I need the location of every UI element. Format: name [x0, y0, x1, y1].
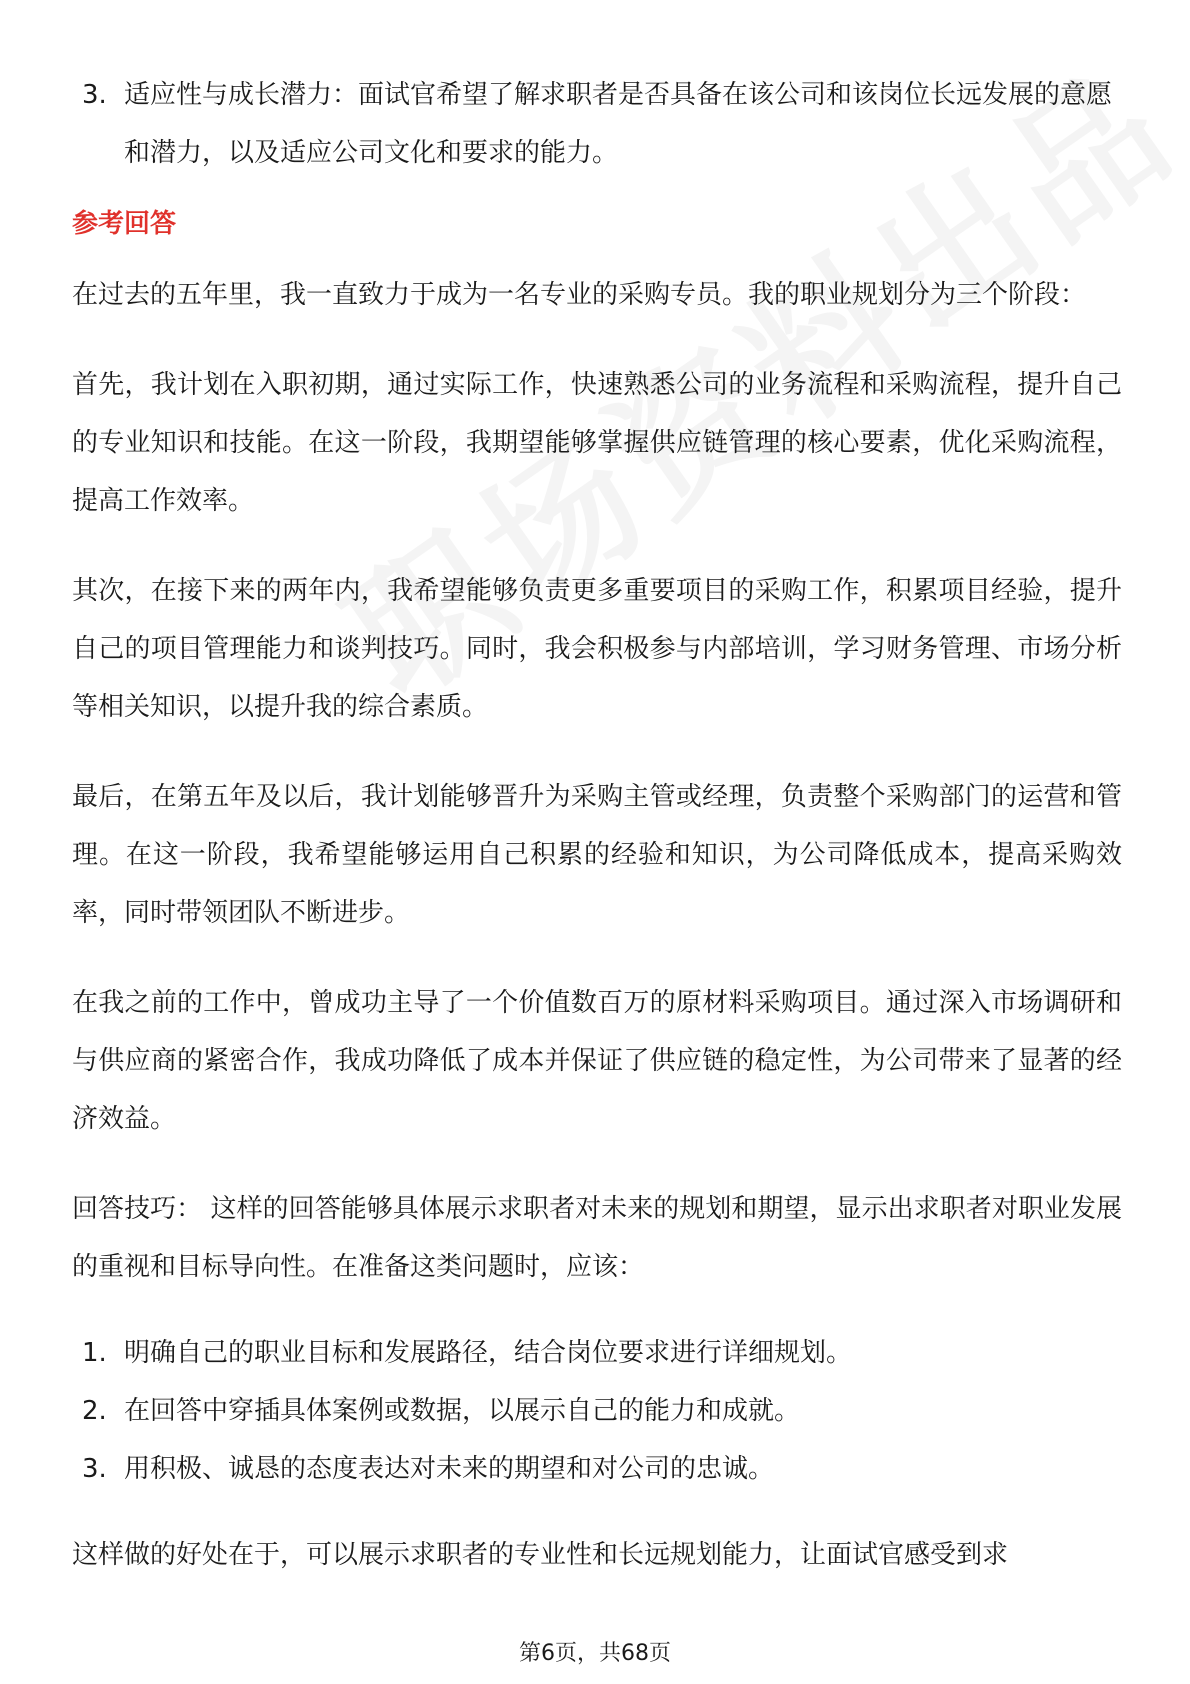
- list-item: [72, 1440, 1122, 1498]
- paragraph: 其次，在接下来的两年内，我希望能够负责更多重要项目的采购工作，积累项目经验，提升自己的项目管理能力和谈判技巧。同时，我会积极参与内部培训，学习财务管理、市场分析等相关知识，以提升我的综合素质。: [72, 576, 1122, 722]
- list-item-text: 适应性与成长潜力：面试官希望了解求职者是否具备在该公司和该岗位长远发展的意愿和潜力，以及适应公司文化和要求的能力。: [124, 80, 1113, 168]
- paragraph: 在过去的五年里，我一直致力于成为一名专业的采购专员。我的职业规划分为三个阶段：: [72, 280, 1087, 310]
- list-item-text: 明确自己的职业目标和发展路径，结合岗位要求进行详细规划。: [124, 1338, 853, 1368]
- tips-list: [72, 1324, 1122, 1498]
- list-item: [72, 1324, 1122, 1382]
- list-item-text: 在回答中穿插具体案例或数据，以展示自己的能力和成就。: [124, 1396, 801, 1426]
- page-footer: 第6页，共68页: [519, 1641, 671, 1666]
- paragraph: 最后，在第五年及以后，我计划能够晋升为采购主管或经理，负责整个采购部门的运营和管理。在这一阶段，我希望能够运用自己积累的经验和知识，为公司降低成本，提高采购效率，同时带领团队不断进步。: [72, 782, 1122, 928]
- list-item-number: 1.: [82, 1338, 107, 1368]
- paragraph: 首先，我计划在入职初期，通过实际工作，快速熟悉公司的业务流程和采购流程，提升自己的专业知识和技能。在这一阶段，我期望能够掌握供应链管理的核心要素，优化采购流程，提高工作效率。: [72, 370, 1122, 516]
- section-heading: 参考回答: [72, 209, 177, 239]
- closing-paragraph: 这样做的好处在于，可以展示求职者的专业性和长远规划能力，让面试官感受到求: [72, 1540, 1009, 1570]
- intro-list: [72, 66, 1122, 182]
- answer-tips-paragraph: 回答技巧： 这样的回答能够具体展示求职者对未来的规划和期望，显示出求职者对职业发展的重视和目标导向性。在准备这类问题时，应该：: [72, 1194, 1122, 1282]
- list-item: [72, 1382, 1122, 1440]
- list-item-text: 用积极、诚恳的态度表达对未来的期望和对公司的忠诚。: [124, 1454, 775, 1484]
- paragraph: 在我之前的工作中，曾成功主导了一个价值数百万的原材料采购项目。通过深入市场调研和与供应商的紧密合作，我成功降低了成本并保证了供应链的稳定性，为公司带来了显著的经济效益。: [72, 988, 1122, 1134]
- list-item-number: 3.: [82, 80, 107, 110]
- list-item: [72, 66, 1122, 182]
- list-item-number: 3.: [82, 1454, 107, 1484]
- page-content: [72, 66, 1122, 1616]
- list-item-number: 2.: [82, 1396, 107, 1426]
